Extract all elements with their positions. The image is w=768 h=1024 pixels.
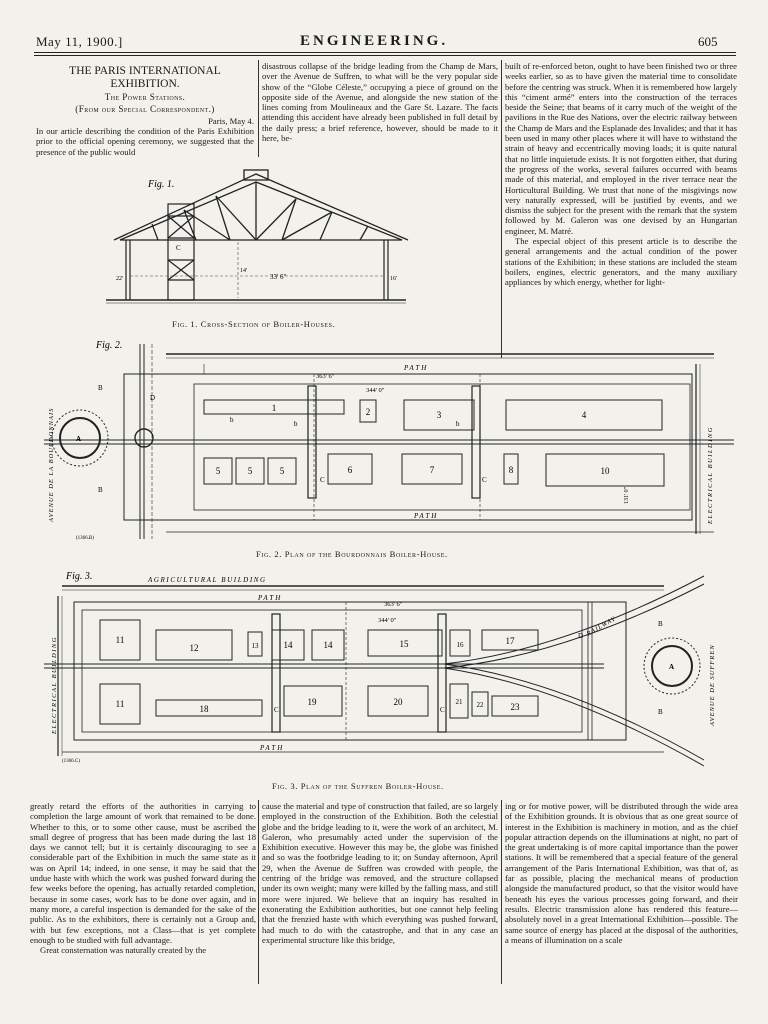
fig2-dim-inner: 344' 0"	[366, 387, 385, 394]
fig2-caption: Fig. 2. Plan of the Bourdonnais Boiler-House.	[256, 549, 448, 559]
fig3-block-labels	[116, 635, 520, 714]
article-title-line1: THE PARIS INTERNATIONAL	[69, 65, 221, 77]
fig3-blocks	[100, 620, 538, 724]
block-label: 22	[476, 701, 484, 709]
letter-C: C	[482, 476, 487, 484]
letter-b: b	[456, 420, 460, 428]
block-label: 17	[505, 636, 515, 646]
col1-bottom-para2: Great consternation was naturally created by the	[40, 945, 207, 956]
fig3-agri-label: AGRICULTURAL BUILDING	[148, 576, 267, 584]
block-label: 14	[323, 640, 333, 650]
fig2-building-label: ELECTRICAL BUILDING	[707, 426, 714, 524]
block-label: 6	[347, 465, 353, 475]
col2-bottom-text: cause the material and type of construction that failed, are so largely employed in the construction of the Exhibition. Both the celestial globe and the bridge leading to it, were the work of an architect, M. Galeron, who presumably acted under the supervision of the Exhibition executive. However this may be, the globe was finished and so was the footbridge leading to it; on Sunday afternoon, April 29, when the Avenue de Suffren was crowded with people, the centring of the bridge was removed, and the structure collapsed under its own weight; many were killed by the falling mass, and still more were injured. We believe that an inquiry has resulted in exonerating the Exhibition authorities, but one cannot help feeling that the frenzied haste with which everything was pushed forward, had much to do with the catastrophe, and that in any case an experimental structure like this bridge,	[262, 801, 498, 945]
fig3-caption: Fig. 3. Plan of the Suffren Boiler-House.	[272, 781, 444, 791]
block-label: 14	[283, 640, 293, 650]
block-label: 18	[199, 704, 209, 714]
fig3-path-bottom: PATH	[260, 744, 285, 752]
column-divider	[501, 60, 502, 358]
col1-top-text: In our article describing the condition of the Paris Exhibition prior to the official opening ceremony, we suggested that the presence of the public would	[36, 126, 254, 157]
fig1-span-dim: 33' 6"	[270, 273, 287, 281]
letter-C: C	[320, 476, 325, 484]
fig1-caption: Fig. 1. Cross-Section of Boiler-Houses.	[172, 319, 336, 329]
fig2-path-bottom: PATH	[414, 512, 439, 520]
fig3-scale-ref: (1366.C)	[62, 759, 80, 764]
fig3-dim-outer: 363' 6"	[384, 601, 403, 608]
block-label: 8	[508, 465, 514, 475]
fig3-label: Fig. 3.	[66, 571, 93, 582]
block-label: 5	[279, 466, 285, 476]
article-title	[36, 65, 254, 91]
letter-B: B	[98, 486, 103, 494]
letter-B: B	[658, 620, 663, 628]
column-divider	[258, 60, 259, 157]
col3-bottom-text: ing or for motive power, will be distributed through the wide area of the Exhibition grounds. It is obvious that as one great source of interest in the Exhibition is machinery in motion, and as the chief popular attraction depends on the illuminations at night, no part of the great undertaking is of more capital importance than the power stations. It will be remembered that a special feature of the general arrangement of the Paris International Exhibition, was that of, as far as possible, placing the mechanical means of production alongside the manufactured product, so that the visitor would have beneath his eyes the various processes going forward, and their results. Electric transmission alone has rendered this feature—absolutely novel in a great International Exhibition—possible. The same source of energy has placed at the disposal of the authorities, a means of illumination on a scale	[505, 801, 738, 945]
block-label: 5	[247, 466, 253, 476]
letter-C: C	[440, 706, 445, 714]
letter-A: A	[669, 663, 675, 671]
letter-A: A	[76, 435, 82, 443]
article-title-line2: EXHIBITION.	[110, 78, 180, 90]
page-number: 605	[698, 34, 718, 49]
fig3-dim-inner: 344' 0"	[378, 617, 397, 624]
header-rule	[34, 52, 736, 53]
block-label: 21	[455, 698, 463, 706]
col1-bottom-text	[30, 801, 256, 985]
fig1-c-label: C	[176, 244, 181, 252]
letter-B: B	[658, 708, 663, 716]
block-label: 7	[429, 465, 435, 475]
letter-B: B	[98, 384, 103, 392]
fig2-label: Fig. 2.	[96, 340, 123, 351]
block-label: 12	[189, 643, 199, 653]
fig2-bourdonnais-plan	[44, 334, 734, 554]
issue-date: May 11, 1900.]	[36, 34, 123, 49]
col3-top-para1: built of re-enforced beton, ought to have been finished two or three weeks earlier, so as to have given the material time to consolidate before the centring was struck. When it is remembered how largely this “ciment armé” enters into the construction of the terraces beside the Seine; that beams of it carry much of the weight of the pavilions in the Rue des Nations, over the electric railway between the Champ de Mars and the Esplanade des Invalides; and that it has been used in many other places where it will have to withstand the strain of heavy and eccentrically moving loads; it is quite natural that no little inquietude exists. It is not forgotten either, that during the progress of the works, several failures occurred with beams made of this material, and employed in the river terrace near the Horticultural Building. We trust that none of the misgivings now very naturally expressed, will be justified by events, and we dismiss the subject for the present with the remark that the system followed by M. Galeron was one devised by an Hungarian engineer, M. Matré.	[505, 61, 737, 236]
article-subtitle: The Power Stations.	[104, 92, 186, 102]
fig2-dim-outer: 363' 6"	[316, 373, 335, 380]
block-label: 19	[307, 697, 317, 707]
fig2-avenue-label: AVENUE DE LA BOURDONNAIS	[48, 407, 55, 522]
fig3-outline	[44, 576, 704, 766]
block-label: 23	[510, 702, 520, 712]
col1-bottom-para1: greatly retard the efforts of the authorities in carrying to completion the large amount of work that remained to be done. Whether to this, or to some other cause, must be ascribed the small degree of progress that has been made during the last 18 days we cannot tell; but it is certainly discouraging to see a considerable part of the Exhibition in much the same state as it was on April 14; indeed, in one sense, it may be said that the undue haste with which the work was pushed forward during the few weeks before the opening, has actually retarded completion, because in some cases, work has to be done over again, and in many more, a careful inspection is demanded for the sake of the public. As to the exhibitors, there is certainly not a Group and, with but few exceptions, not a Class—that is yet complete enough to be studied with full advantage.	[30, 801, 256, 945]
block-label: 5	[215, 466, 221, 476]
block-label: 2	[365, 407, 371, 417]
block-label: 16	[456, 641, 464, 649]
block-label: 11	[115, 635, 125, 645]
block-label: 15	[399, 639, 409, 649]
col2-top-text: disastrous collapse of the bridge leading from the Champ de Mars, over the Avenue de Suffren, to what will be the very popular side show of the “Globe Céleste,” occupying a piece of ground on the opposite side of the Avenue, and alongside the new station of the lines coming from Moulineaux and the Gare St. Lazare. The facts attending this accident have already been published in full detail by the daily press; a brief reference, however, should be made to it here, be-	[262, 61, 498, 144]
block-label: 20	[393, 697, 403, 707]
letter-D: D	[150, 394, 156, 402]
column-divider	[258, 800, 259, 984]
block-label: 11	[115, 699, 125, 709]
fig1-label: Fig. 1.	[148, 179, 175, 190]
fig1-left-dim: 22'	[116, 276, 124, 282]
journal-title: ENGINEERING.	[300, 33, 449, 49]
column-divider	[501, 800, 502, 984]
fig2-scale-ref: (1366.B)	[76, 536, 94, 541]
fig3-avenue-label: AVENUE DE SUFFREN	[709, 644, 716, 726]
fig2-path-top: PATH	[404, 364, 429, 372]
correspondent-line: (From our Special Correspondent.)	[75, 104, 215, 114]
block-label: 10	[600, 466, 610, 476]
block-label: 1	[271, 403, 277, 413]
letter-b: b	[294, 420, 298, 428]
fig2-dim-side: 131' 0"	[624, 486, 630, 504]
fig3-path-top: PATH	[258, 594, 283, 602]
fig2-outline	[44, 344, 734, 539]
fig1-right-dim: 16'	[390, 276, 398, 282]
letter-C: C	[274, 706, 279, 714]
block-label: 3	[436, 410, 442, 420]
block-18	[156, 700, 262, 716]
fig3-railway-label: RAILWAY	[585, 615, 618, 638]
fig3-building-label: ELECTRICAL BUILDING	[51, 636, 58, 734]
header-rule-thin	[34, 55, 736, 56]
block-label: 13	[251, 642, 259, 650]
letter-b: b	[230, 416, 234, 424]
letter-D: D	[578, 632, 584, 640]
fig1-mid-dim: 14'	[240, 268, 248, 274]
col3-top-text	[505, 61, 737, 358]
fig3-suffren-plan	[44, 566, 734, 776]
dateline: Paris, May 4.	[208, 116, 254, 126]
fig1-cross-section	[96, 168, 416, 328]
block-label: 4	[581, 410, 587, 420]
col3-top-para2: The especial object of this present article is to describe the general arrangements and the actual condition of the power stations of the Exhibition; in these stations are included the steam boilers, engines, electric generators, and the many auxiliary appliances by which energy, whether for light-	[505, 236, 737, 288]
